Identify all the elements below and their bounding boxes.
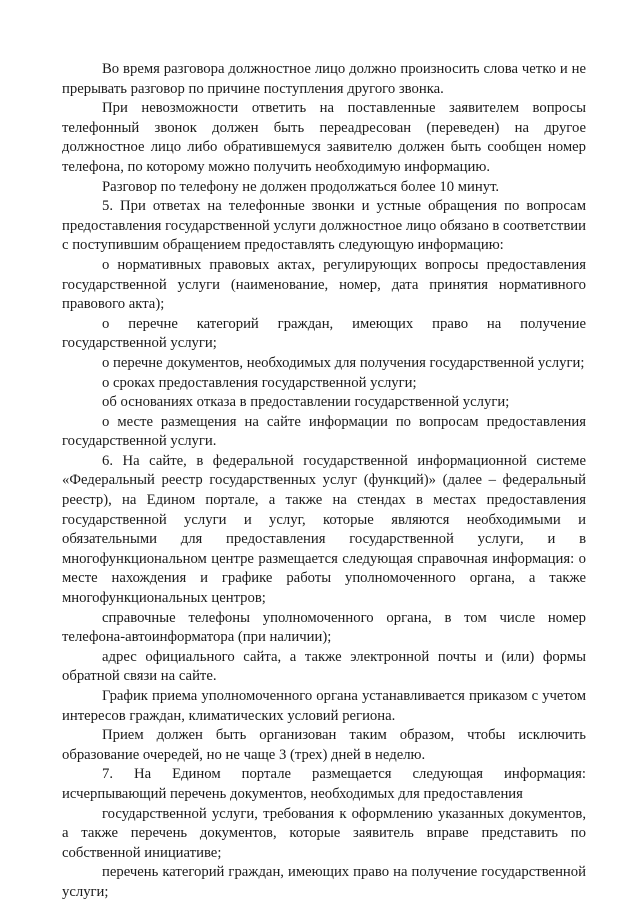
list-item-refusal-grounds: об основаниях отказа в предоставлении государственной услуги; [102, 394, 510, 411]
paragraph-call-duration: Разговор по телефону не должен продолжаться более 10 минут. [102, 178, 500, 195]
paragraph-call-redirect: При невозможности ответить на поставленные заявителем вопросы телефонный звонок должен быть переадресован (переведен) на другое должностное лицо либо обратившемуся заявителю должен быть сообщен номер телефона, по которому можно получить необходимую информацию. [62, 100, 586, 175]
list-item-eligible-categories: перечень категорий граждан, имеющих право на получение государственной услуги; [62, 864, 586, 900]
paragraph-section-5: 5. При ответах на телефонные звонки и устные обращения по вопросам предоставления государственной услуги должностное лицо обязано в соответствии с поступившим обращением предоставлять следующую информацию: [62, 198, 586, 254]
paragraph-schedule: График приема уполномоченного органа устанавливается приказом с учетом интересов граждан, климатических условий региона. [62, 688, 586, 724]
paragraph-section-6: 6. На сайте, в федеральной государственной информационной системе «Федеральный реестр государственных услуг (функций)» (далее – федеральный реестр), на Едином портале, а также на стендах в местах предоставления государственной услуги и услуг, которые являются необходимыми и обязательными для предоставления государственной услуги, и в многофункциональном центре размещается следующая справочная информация: о месте нахождения и графике работы уполномоченного органа, а также многофункциональных центров; [62, 452, 586, 607]
list-item-documents: о перечне документов, необходимых для получения государственной услуги; [102, 354, 585, 371]
list-item-phones: справочные телефоны уполномоченного органа, в том числе номер телефона-автоинформатора (при наличии); [62, 609, 586, 646]
paragraph-call-manner: Во время разговора должностное лицо должно произносить слова четко и не прерывать разговор по причине поступления другого звонка. [62, 61, 586, 97]
list-item-citizen-categories: о перечне категорий граждан, имеющих право на получение государственной услуги; [62, 315, 586, 352]
list-item-normative-acts: о нормативных правовых актах, регулирующих вопросы предоставления государственной услуги (наименование, номер, дата принятия нормативного правового акта); [62, 256, 586, 313]
paragraph-section-7: 7. На Едином портале размещается следующая информация: исчерпывающий перечень документов, необходимых для предоставления [62, 766, 586, 802]
list-item-deadlines: о сроках предоставления государственной услуги; [102, 374, 417, 391]
list-item-doc-requirements: государственной услуги, требования к оформлению указанных документов, а также перечень документов, которые заявитель вправе представить по собственной инициативе; [62, 805, 586, 861]
paragraph-reception: Прием должен быть организован таким образом, чтобы исключить образование очередей, но не чаще 3 (трех) дней в неделю. [62, 727, 586, 763]
list-item-site-info: о месте размещения на сайте информации по вопросам предоставления государственной услуги. [62, 413, 586, 450]
list-item-website: адрес официального сайта, а также электронной почты и (или) формы обратной связи на сайте. [62, 648, 586, 685]
